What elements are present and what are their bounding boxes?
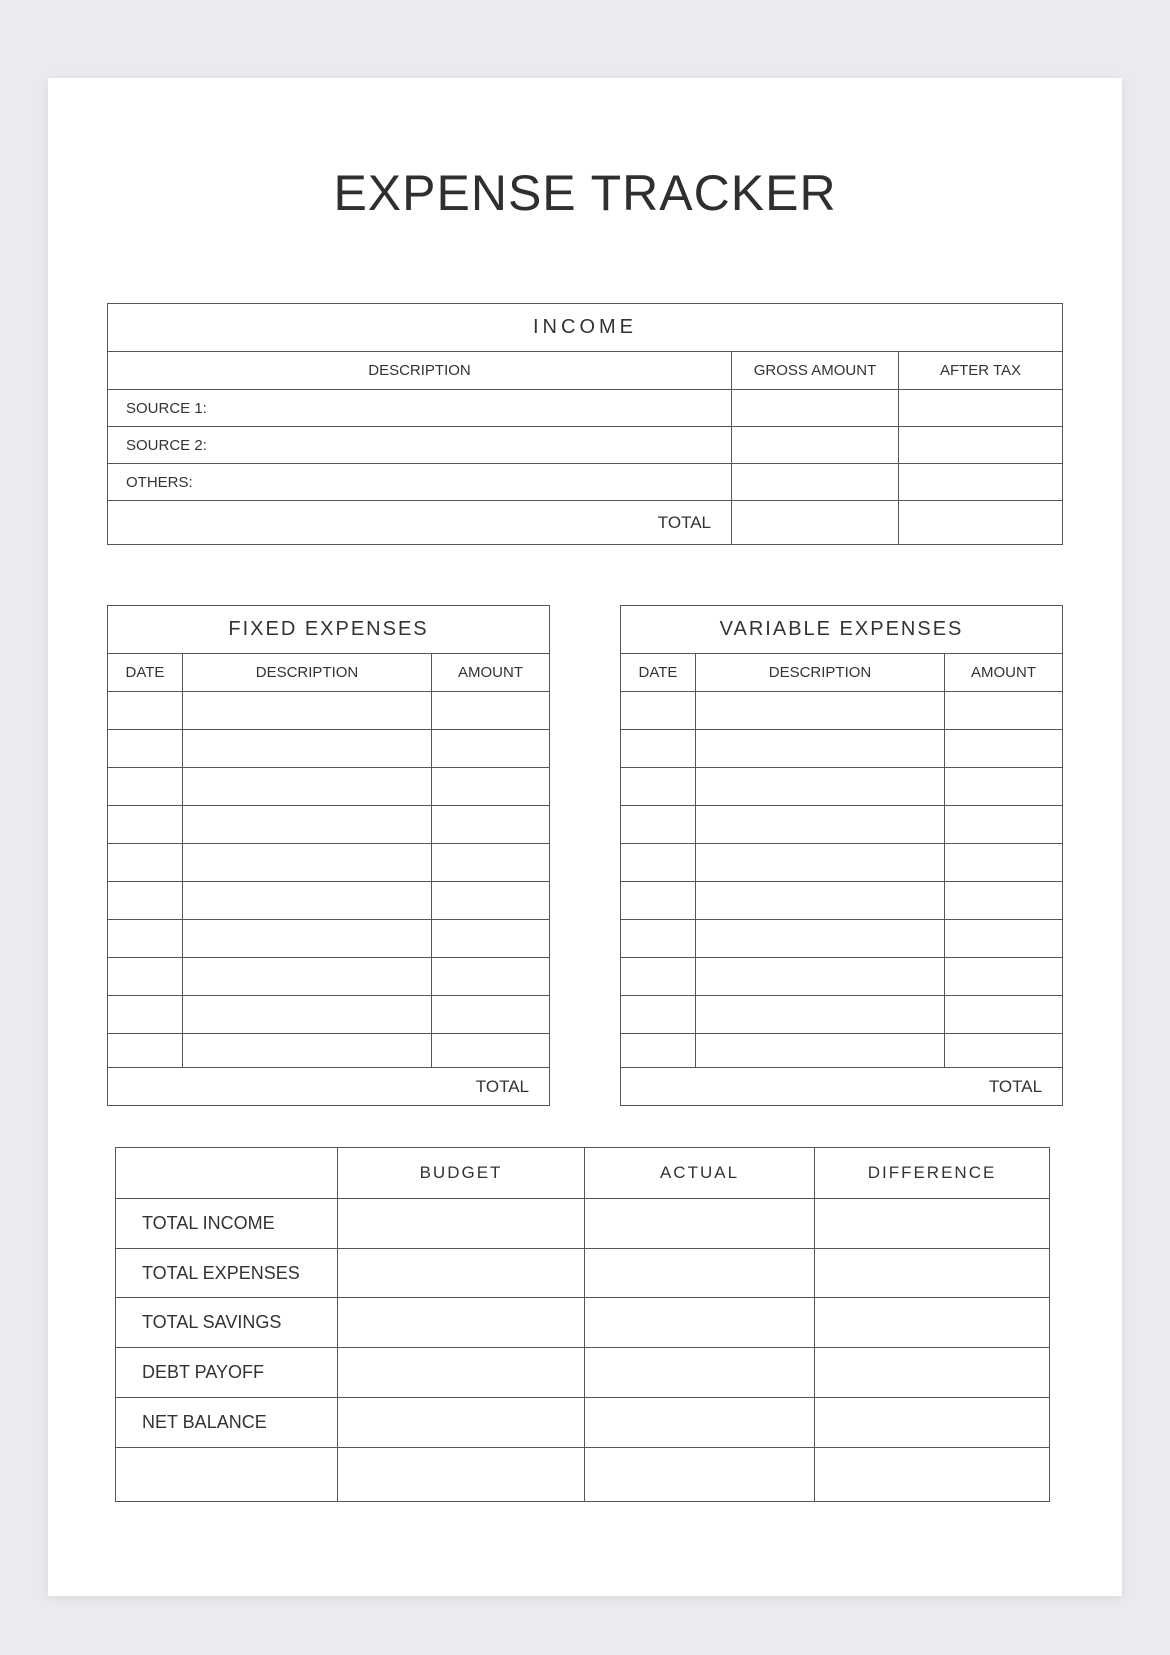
summary-cell[interactable] [338, 1199, 585, 1249]
income-col-after-tax: AFTER TAX [899, 352, 1063, 390]
summary-table [115, 1147, 1050, 1502]
variable-entry-row [621, 844, 1063, 882]
summary-cell[interactable] [338, 1348, 585, 1398]
fixed-entry-cell[interactable] [108, 844, 183, 882]
variable-entry-cell[interactable] [945, 1034, 1063, 1068]
summary-col-difference: DIFFERENCE [815, 1148, 1050, 1199]
fixed-entry-cell[interactable] [183, 692, 432, 730]
fixed-entry-cell[interactable] [183, 958, 432, 996]
variable-entry-row [621, 806, 1063, 844]
variable-entry-row [621, 920, 1063, 958]
variable-entry-cell[interactable] [945, 920, 1063, 958]
summary-cell[interactable] [815, 1298, 1050, 1348]
fixed-entry-cell[interactable] [183, 730, 432, 768]
fixed-entry-row [108, 730, 550, 768]
variable-col-amount: AMOUNT [945, 654, 1063, 692]
variable-entry-cell[interactable] [621, 920, 696, 958]
fixed-entry-cell[interactable] [183, 844, 432, 882]
fixed-col-amount: AMOUNT [432, 654, 550, 692]
summary-cell[interactable] [585, 1199, 815, 1249]
paper-sheet [48, 78, 1122, 1596]
income-total-cell[interactable] [732, 501, 899, 545]
summary-cell[interactable] [585, 1298, 815, 1348]
summary-row-total-income: TOTAL INCOME [116, 1199, 338, 1249]
income-total-cell[interactable] [899, 501, 1063, 545]
fixed-entry-cell[interactable] [108, 806, 183, 844]
variable-entry-cell[interactable] [696, 730, 945, 768]
income-col-description: DESCRIPTION [108, 352, 732, 390]
income-row-source-2: SOURCE 2: [108, 427, 732, 464]
variable-entry-cell[interactable] [945, 996, 1063, 1034]
fixed-entry-row [108, 958, 550, 996]
variable-entry-cell[interactable] [621, 730, 696, 768]
variable-entry-cell[interactable] [621, 806, 696, 844]
fixed-entry-row [108, 882, 550, 920]
summary-cell[interactable] [585, 1448, 815, 1502]
summary-row-total-expenses: TOTAL EXPENSES [116, 1249, 338, 1298]
variable-entry-row [621, 768, 1063, 806]
summary-row-total-savings: TOTAL SAVINGS [116, 1298, 338, 1348]
variable-entry-cell[interactable] [621, 768, 696, 806]
variable-entry-cell[interactable] [945, 730, 1063, 768]
summary-col-budget: BUDGET [338, 1148, 585, 1199]
variable-col-date: DATE [621, 654, 696, 692]
summary-cell[interactable] [338, 1448, 585, 1502]
variable-entry-cell[interactable] [945, 882, 1063, 920]
variable-entry-cell[interactable] [696, 692, 945, 730]
summary-row-debt-payoff: DEBT PAYOFF [116, 1348, 338, 1398]
fixed-expenses-heading: FIXED EXPENSES [108, 606, 550, 654]
fixed-entry-cell[interactable] [432, 958, 550, 996]
income-cell[interactable] [899, 464, 1063, 501]
income-row-others: OTHERS: [108, 464, 732, 501]
variable-expenses-heading: VARIABLE EXPENSES [621, 606, 1063, 654]
page-title: EXPENSE TRACKER [333, 165, 837, 221]
variable-entry-cell[interactable] [696, 844, 945, 882]
variable-expenses-table [620, 605, 1063, 1106]
variable-entry-cell[interactable] [621, 844, 696, 882]
fixed-entry-cell[interactable] [432, 920, 550, 958]
summary-corner-cell [116, 1148, 338, 1199]
variable-entry-cell[interactable] [621, 958, 696, 996]
summary-cell[interactable] [585, 1348, 815, 1398]
fixed-entry-cell[interactable] [432, 806, 550, 844]
fixed-entry-cell[interactable] [432, 996, 550, 1034]
fixed-entry-row [108, 768, 550, 806]
variable-entry-cell[interactable] [945, 768, 1063, 806]
fixed-entry-cell[interactable] [183, 882, 432, 920]
variable-entry-row [621, 1034, 1063, 1068]
fixed-total-label: TOTAL [108, 1068, 550, 1106]
fixed-entry-cell[interactable] [108, 958, 183, 996]
variable-entry-cell[interactable] [945, 958, 1063, 996]
summary-cell[interactable] [338, 1398, 585, 1448]
fixed-entry-row [108, 1034, 550, 1068]
variable-entry-cell[interactable] [621, 692, 696, 730]
fixed-entry-cell[interactable] [432, 768, 550, 806]
fixed-entry-cell[interactable] [183, 1034, 432, 1068]
variable-entry-row [621, 958, 1063, 996]
fixed-col-description: DESCRIPTION [183, 654, 432, 692]
variable-entry-cell[interactable] [696, 882, 945, 920]
fixed-entry-cell[interactable] [432, 692, 550, 730]
fixed-entry-cell[interactable] [108, 692, 183, 730]
variable-entry-cell[interactable] [945, 692, 1063, 730]
summary-cell[interactable] [585, 1249, 815, 1298]
variable-entry-cell[interactable] [696, 920, 945, 958]
fixed-entry-cell[interactable] [183, 996, 432, 1034]
summary-cell[interactable] [815, 1249, 1050, 1298]
fixed-entry-row [108, 844, 550, 882]
income-cell[interactable] [732, 390, 899, 427]
fixed-entry-cell[interactable] [183, 806, 432, 844]
variable-entry-row [621, 730, 1063, 768]
fixed-entry-cell[interactable] [108, 996, 183, 1034]
fixed-entry-cell[interactable] [108, 920, 183, 958]
variable-entry-cell[interactable] [621, 1034, 696, 1068]
income-col-gross-amount: GROSS AMOUNT [732, 352, 899, 390]
fixed-entry-row [108, 692, 550, 730]
fixed-entry-cell[interactable] [183, 920, 432, 958]
summary-cell[interactable] [815, 1448, 1050, 1502]
summary-cell[interactable] [815, 1348, 1050, 1398]
summary-cell[interactable] [585, 1398, 815, 1448]
variable-col-description: DESCRIPTION [696, 654, 945, 692]
summary-cell[interactable] [338, 1249, 585, 1298]
income-cell[interactable] [732, 464, 899, 501]
variable-entry-row [621, 996, 1063, 1034]
fixed-entry-cell[interactable] [108, 768, 183, 806]
income-total-label: TOTAL [108, 501, 732, 545]
fixed-entry-row [108, 996, 550, 1034]
fixed-entry-cell[interactable] [108, 1034, 183, 1068]
fixed-col-date: DATE [108, 654, 183, 692]
summary-col-actual: ACTUAL [585, 1148, 815, 1199]
summary-cell[interactable] [815, 1398, 1050, 1448]
fixed-entry-cell[interactable] [108, 730, 183, 768]
variable-entry-cell[interactable] [621, 996, 696, 1034]
fixed-expenses-table [107, 605, 550, 1106]
income-row-source-1: SOURCE 1: [108, 390, 732, 427]
fixed-entry-cell[interactable] [432, 882, 550, 920]
income-cell[interactable] [732, 427, 899, 464]
variable-entry-row [621, 882, 1063, 920]
fixed-entry-cell[interactable] [432, 730, 550, 768]
income-heading: INCOME [108, 304, 1063, 352]
income-table [107, 303, 1063, 545]
summary-cell[interactable] [338, 1298, 585, 1348]
summary-row-net-balance: NET BALANCE [116, 1398, 338, 1448]
fixed-entry-row [108, 920, 550, 958]
variable-entry-cell[interactable] [696, 806, 945, 844]
income-cell[interactable] [899, 427, 1063, 464]
variable-total-label: TOTAL [621, 1068, 1063, 1106]
variable-entry-row [621, 692, 1063, 730]
variable-entry-cell[interactable] [621, 882, 696, 920]
variable-entry-cell[interactable] [945, 844, 1063, 882]
fixed-entry-cell[interactable] [432, 844, 550, 882]
fixed-entry-cell[interactable] [432, 1034, 550, 1068]
fixed-entry-cell[interactable] [183, 768, 432, 806]
summary-cell[interactable] [116, 1448, 338, 1502]
summary-cell[interactable] [815, 1199, 1050, 1249]
variable-entry-cell[interactable] [696, 768, 945, 806]
fixed-entry-cell[interactable] [108, 882, 183, 920]
fixed-entry-row [108, 806, 550, 844]
income-cell[interactable] [899, 390, 1063, 427]
variable-entry-cell[interactable] [696, 1034, 945, 1068]
variable-entry-cell[interactable] [696, 996, 945, 1034]
variable-entry-cell[interactable] [945, 806, 1063, 844]
variable-entry-cell[interactable] [696, 958, 945, 996]
